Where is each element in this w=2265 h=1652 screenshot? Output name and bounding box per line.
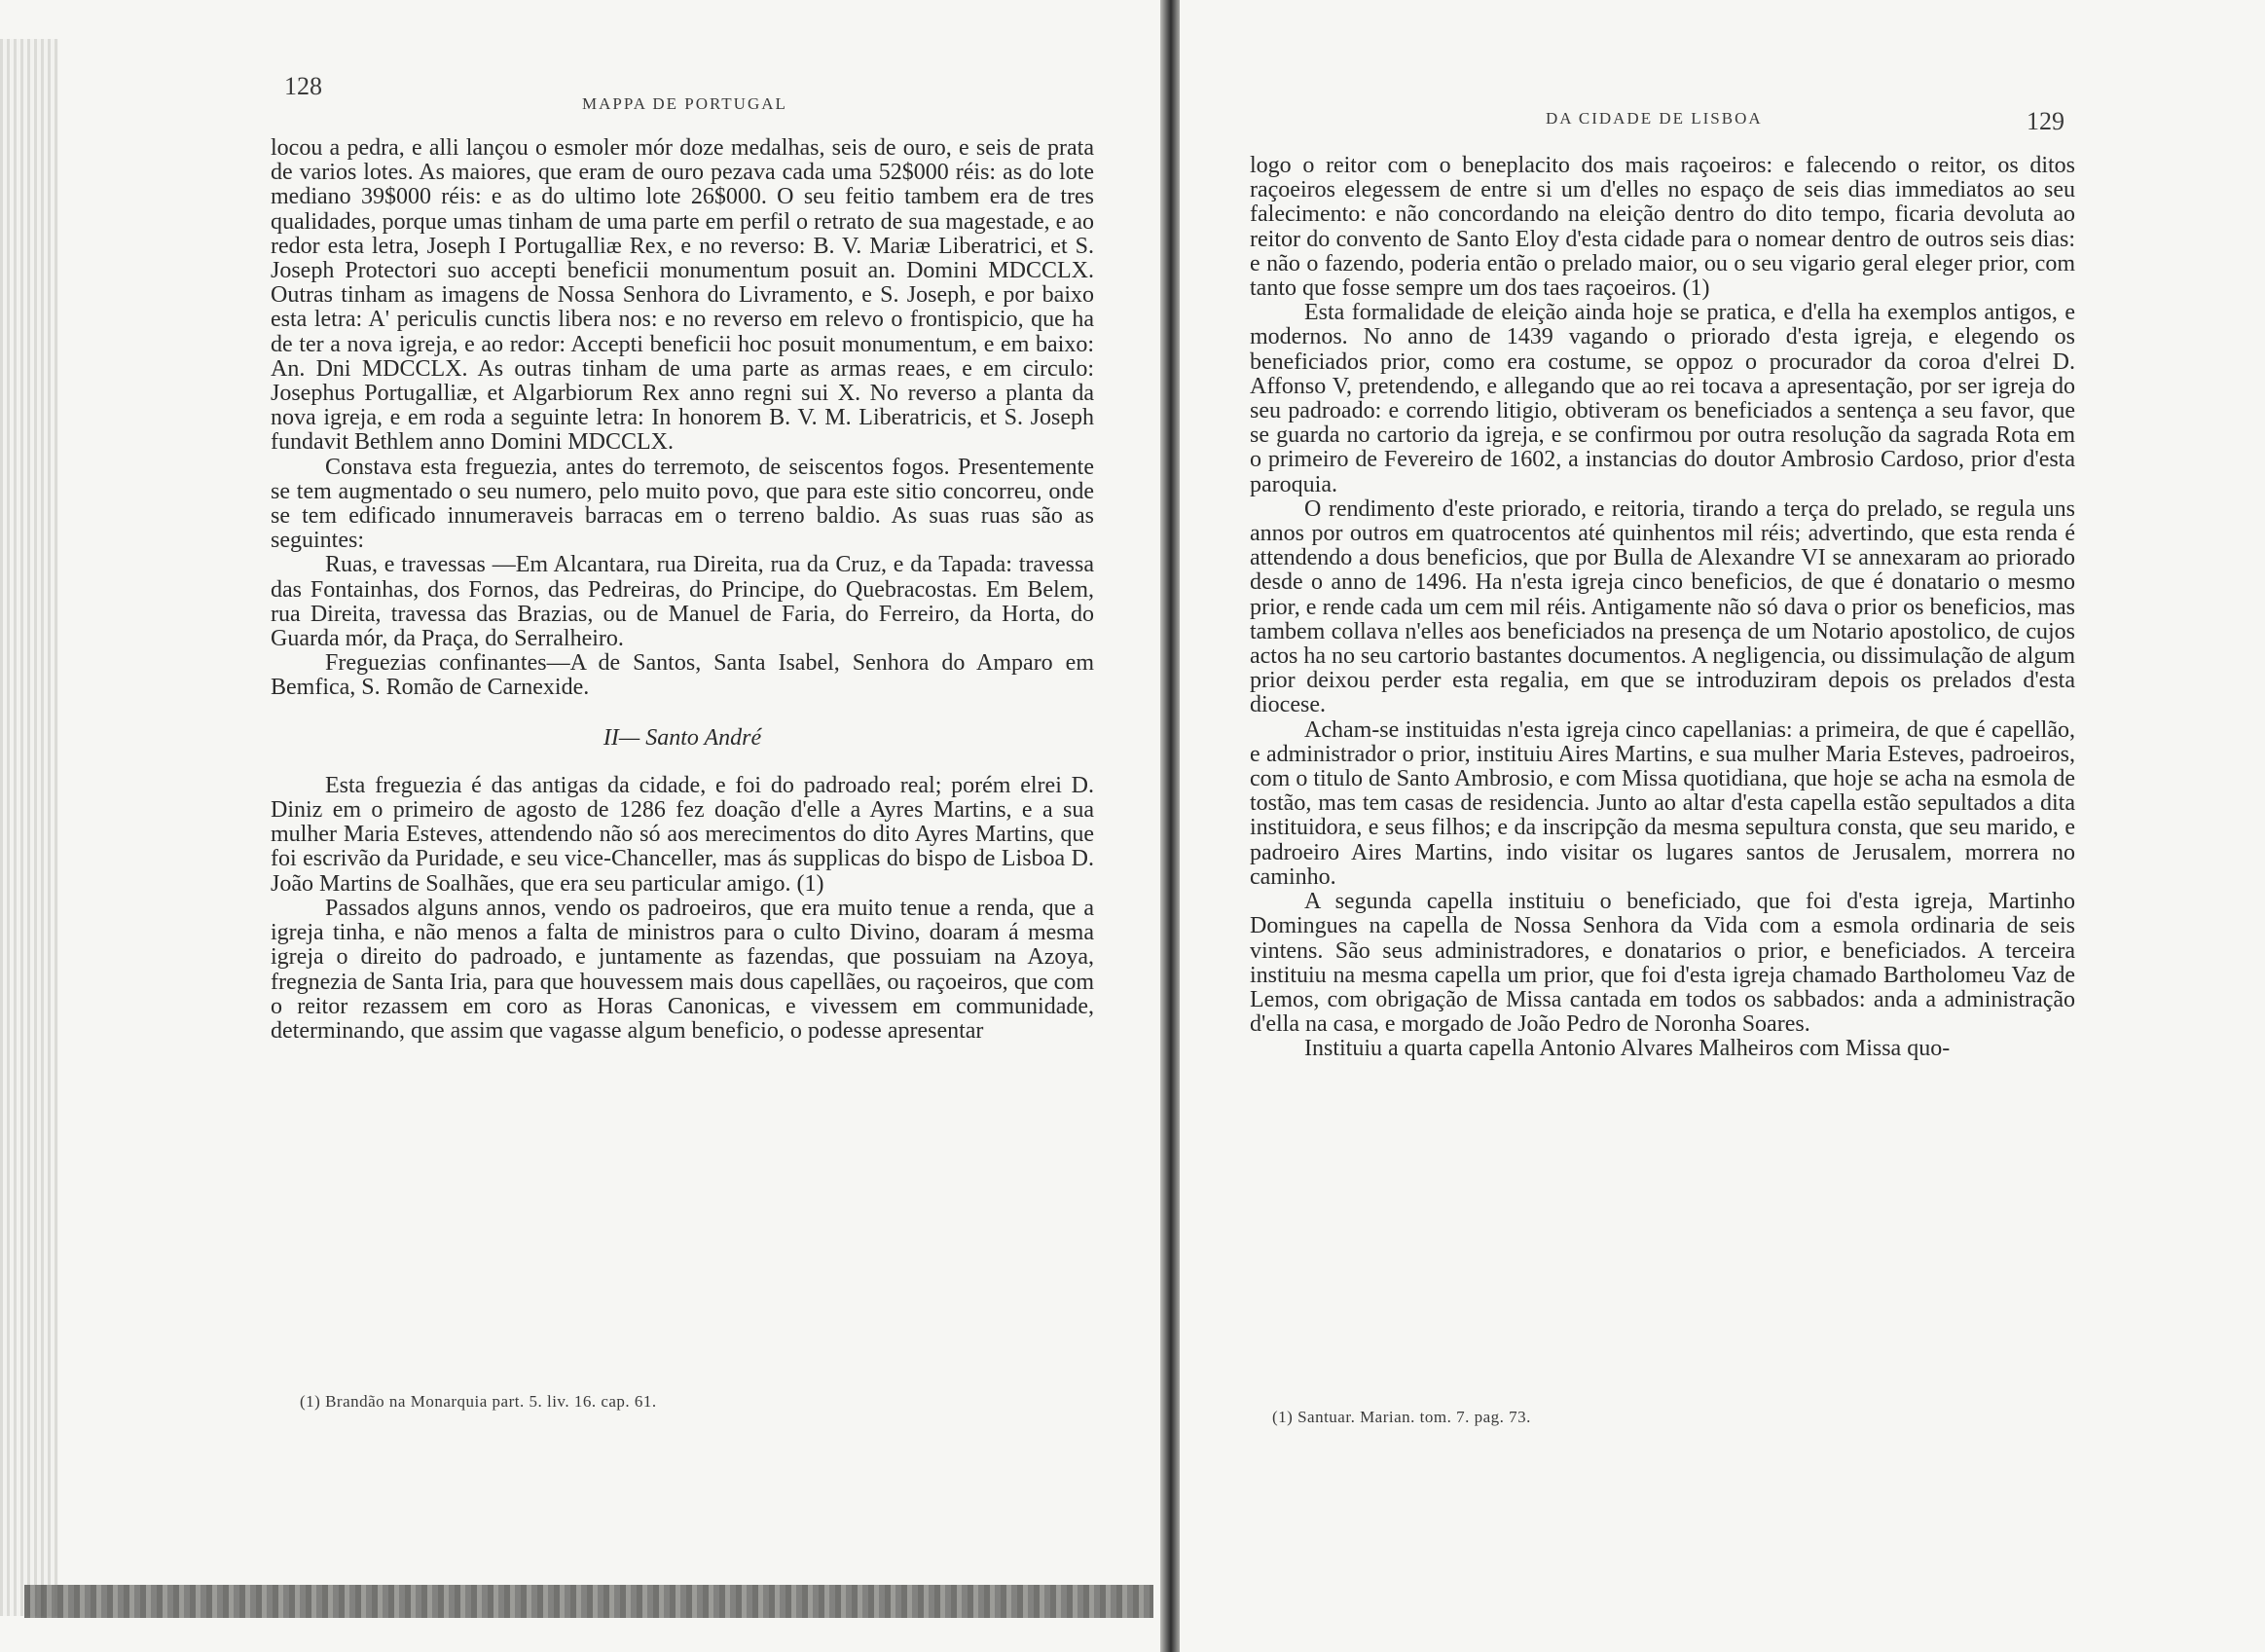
- right-page-body: [1250, 154, 2075, 1062]
- right-page: [1180, 0, 2265, 1652]
- book-binding: [1160, 0, 1180, 1652]
- paragraph: A segunda capella instituiu o beneficiado, que foi d'esta igreja, Martinho Domingues na capella de Nossa Senhora da Vida com a esmola ordinaria de seis vintens. São seus administradores, e donatarios o prior, e beneficiados. A terceira instituiu na mesma capella um prior, que foi d'esta igreja chamado Bartholomeu Vaz de Lemos, com obrigação de Missa cantada em todos os sabbados: anda a administração d'ella na casa, e morgado de João Pedro de Noronha Soares.: [1250, 889, 2075, 1038]
- paragraph: Freguezias confinantes—A de Santos, Santa Isabel, Senhora do Amparo em Bemfica, S. Romão de Carnexide.: [271, 650, 1094, 701]
- right-page-number: 129: [2027, 107, 2064, 135]
- paragraph: Esta formalidade de eleição ainda hoje se pratica, e d'ella ha exemplos antigos, e modernos. No anno de 1439 vagando o priorado d'esta igreja, e elegendo os beneficiados prior, como era costume, se oppoz o procurador da coroa d'elrei D. Affonso V, pretendendo, e allegando que ao rei tocava a apresentação, por ser igreja do seu padroado: e correndo litigio, obtiveram os beneficiados a sentença a seu favor, que se guarda no cartorio da igreja, e se confirmou por outra resolução da sagrada Rota em o primeiro de Fevereiro de 1602, a instancias do doutor Ambrosio Cardoso, prior d'esta paroquia.: [1250, 300, 2075, 497]
- left-running-head: MAPPA DE PORTUGAL: [582, 94, 787, 113]
- section-title: II— Santo André: [603, 724, 762, 751]
- left-page-number: 128: [284, 72, 322, 100]
- right-footnote: (1) Santuar. Marian. tom. 7. pag. 73.: [1272, 1408, 1531, 1426]
- left-page-body: [271, 136, 1094, 1044]
- left-footnote: (1) Brandão na Monarquia part. 5. liv. 16. cap. 61.: [300, 1392, 657, 1411]
- paragraph: locou a pedra, e alli lançou o esmoler mór doze medalhas, seis de ouro, e seis de prata de varios lotes. As maiores, que eram de ouro pezava cada uma 52$000 réis: as do lote mediano 39$000 réis: e as do ultimo lote 26$000. O seu feitio tambem era de tres qualidades, porque umas tinham de uma parte em perfil o retrato de sua magestade, e ao redor esta letra, Joseph I Portugalliæ Rex, e no reverso: B. V. Mariæ Liberatrici, et S. Joseph Protectori suo accepti beneficii monumentum posuit an. Domini MDCCLX. Outras tinham as imagens de Nossa Senhora do Livramento, e S. Joseph, e por baixo esta letra: A' periculis cunctis libera nos: e no reverso em relevo o frontispicio, que ha de ter a nova igreja, e ao redor: Accepti beneficii hoc posuit monumentum, e em baixo: An. Dni MDCCLX. As outras tinham de uma parte as armas reaes, e em circulo: Josephus Portugalliæ, et Algarbiorum Rex anno regni sui X. No reverso a planta da nova igreja, e em roda a seguinte letra: In honorem B. V. M. Liberatricis, et S. Joseph fundavit Bethlem anno Domini MDCCLX.: [271, 135, 1094, 456]
- paragraph: Passados alguns annos, vendo os padroeiros, que era muito tenue a renda, que a igreja tinha, e não menos a falta de ministros para o culto Divino, doaram á mesma igreja o direito do padroado, e juntamente as fazendas, que possuiam na Azoya, fregnezia de Santa Iria, para que houvessem mais dous capellães, ou raçoeiros, que com o reitor rezassem em coro as Horas Canonicas, e vivessem em communidade, determinando, que assim que vagasse algum beneficio, o podesse apresentar: [271, 895, 1094, 1044]
- paragraph: Acham-se instituidas n'esta igreja cinco capellanias: a primeira, de que é capellão, e administrador o prior, instituiu Aires Martins, e sua mulher Maria Esteves, padroeiros, com o titulo de Santo Ambrosio, e com Missa quotidiana, que hoje se acha na esmola de tostão, mas tem casas de residencia. Junto ao altar d'esta capella estão sepultados a dita instituidora, e seus filhos; e da inscripção da mesma sepultura consta, que seu marido, e padroeiro Aires Martins, indo visitar os lugares santos de Jerusalem, morrera no caminho.: [1250, 716, 2075, 890]
- scan-edge-strip: [24, 1585, 1153, 1618]
- page-edge-shadow: [0, 39, 58, 1616]
- paragraph: logo o reitor com o beneplacito dos mais raçoeiros: e falecendo o reitor, os ditos raçoeiros elegessem de entre si um d'elles no espaço de seis dias immediatos ao seu falecimento: e não concordando na eleição dentro do dito tempo, ficaria devoluta ao reitor do convento de Santo Eloy d'esta cidade para o nomear dentro de outros seis dias: e não o fazendo, poderia então o prelado maior, ou o seu vigario geral eleger prior, com tanto que fosse sempre um dos taes raçoeiros. (1): [1250, 153, 2075, 302]
- paragraph: Esta freguezia é das antigas da cidade, e foi do padroado real; porém elrei D. Diniz em o primeiro de agosto de 1286 fez doação d'elle a Ayres Martins, e a sua mulher Maria Esteves, attendendo não só aos merecimentos do dito Ayres Martins, que foi escrivão da Puridade, e seu vice-Chanceller, mas ás supplicas do bispo de Lisboa D. João Martins de Soalhães, que era seu particular amigo. (1): [271, 772, 1094, 897]
- paragraph: Instituiu a quarta capella Antonio Alvares Malheiros com Missa quo-: [1304, 1036, 1951, 1062]
- right-running-head: DA CIDADE DE LISBOA: [1546, 109, 1763, 128]
- paragraph: Constava esta freguezia, antes do terremoto, de seiscentos fogos. Presentemente se tem augmentado o seu numero, pelo muito povo, que para este sitio concorreu, onde se tem edificado innumeraveis barracas em o terreno baldio. As suas ruas são as seguintes:: [271, 454, 1094, 554]
- paragraph: Ruas, e travessas —Em Alcantara, rua Direita, rua da Cruz, e da Tapada: travessa das Fontainhas, dos Fornos, das Pedreiras, do Principe, do Quebracostas. Em Belem, rua Direita, travessa das Brazias, ou de Manuel de Faria, do Ferreiro, da Horta, do Guarda mór, da Praça, do Serralheiro.: [271, 552, 1094, 652]
- paragraph: O rendimento d'este priorado, e reitoria, tirando a terça do prelado, se regula uns annos por outros em quatrocentos até quinhentos mil réis; advertindo, que esta renda é attendendo a dous beneficios, que por Bulla de Alexandre VI se annexaram ao priorado desde o anno de 1496. Ha n'esta igreja cinco beneficios, de que é donatario o mesmo prior, e rende cada um cem mil réis. Antigamente não só dava o prior os beneficios, mas tambem collava n'elles aos beneficiados na presença de um Notario apostolico, de cujos actos ha no seu cartorio bastantes documentos. A negligencia, ou dissimulação de algum prior deixou perder esta regalia, em que se introduziram depois os prelados d'esta diocese.: [1250, 496, 2075, 718]
